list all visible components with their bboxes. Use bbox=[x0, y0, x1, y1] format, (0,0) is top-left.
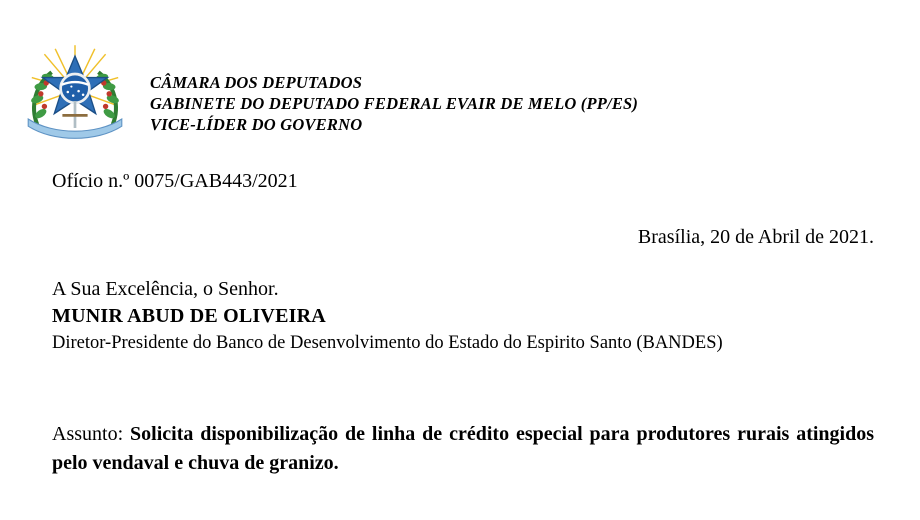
addressee-block bbox=[52, 276, 882, 356]
document-reference-number: Ofício n.º 0075/GAB443/2021 bbox=[52, 170, 298, 192]
organization-block bbox=[150, 38, 638, 135]
coat-of-arms-container bbox=[0, 38, 150, 146]
addressee-name: MUNIR ABUD DE OLIVEIRA bbox=[52, 305, 326, 327]
org-line-1: CÂMARA DOS DEPUTADOS bbox=[150, 73, 363, 92]
addressee-role: Diretor-Presidente do Banco de Desenvolvimento do Estado do Espirito Santo (BANDES) bbox=[52, 333, 723, 353]
org-line-2: GABINETE DO DEPUTADO FEDERAL EVAIR DE MELO (PP/ES) bbox=[150, 94, 639, 113]
subject-text: Solicita disponibilização de linha de crédito especial para produtores rurais atingidos pelo vendaval e chuva de granizo. bbox=[52, 423, 875, 474]
place-and-date: Brasília, 20 de Abril de 2021. bbox=[637, 226, 874, 248]
brazil-coat-of-arms-icon bbox=[21, 38, 129, 146]
subject-block bbox=[52, 420, 874, 478]
letterhead bbox=[0, 38, 920, 146]
org-line-3: VICE-LÍDER DO GOVERNO bbox=[150, 115, 363, 134]
subject-label: Assunto: bbox=[52, 423, 124, 445]
addressee-salutation: A Sua Excelência, o Senhor. bbox=[52, 278, 279, 300]
